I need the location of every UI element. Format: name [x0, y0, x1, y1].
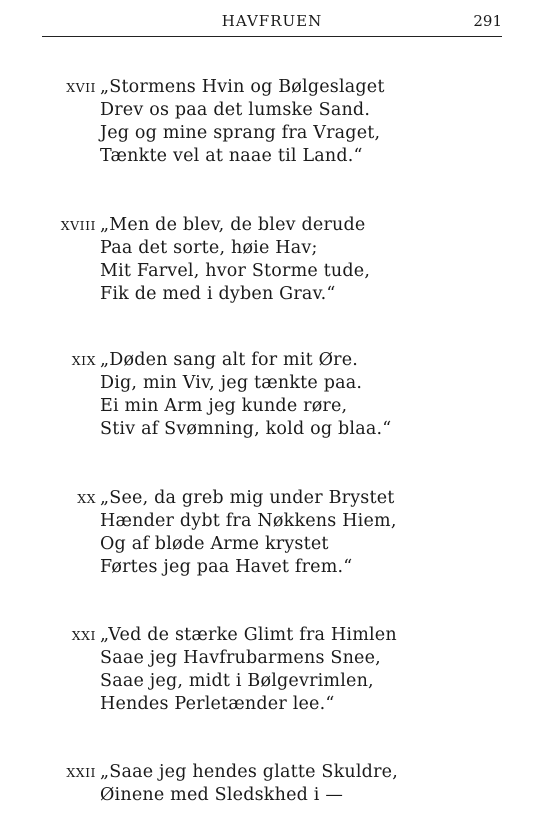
verse-line: Saae jeg, midt i Bølgevrimlen, — [100, 671, 374, 691]
verse-line: „Stormens Hvin og Bølgeslaget — [100, 77, 385, 97]
stanza-numeral: XVIII — [60, 218, 96, 233]
verse-line: Jeg og mine sprang fra Vraget, — [100, 123, 381, 143]
verse-line: Mit Farvel, hvor Storme tude, — [100, 261, 371, 281]
verse-line: Hendes Perletænder lee.“ — [100, 694, 335, 714]
verse-line: „Døden sang alt for mit Øre. — [100, 350, 359, 370]
verse-line: Fik de med i dyben Grav.“ — [100, 284, 336, 304]
stanza-numeral: XXII — [66, 765, 96, 780]
verse-line: Og af bløde Arme krystet — [100, 534, 329, 554]
stanza-numeral: XVII — [66, 80, 96, 95]
verse-line: „See, da greb mig under Brystet — [100, 488, 395, 508]
stanza-numeral: XXI — [71, 628, 96, 643]
running-header — [42, 12, 502, 34]
running-title: HAVFRUEN — [221, 12, 323, 30]
verse-line: Hænder dybt fra Nøkkens Hiem, — [100, 511, 397, 531]
verse-line: Saae jeg Havfrubarmens Snee, — [100, 648, 381, 668]
verse-line: „Ved de stærke Glimt fra Himlen — [100, 625, 397, 645]
verse-line: Dig, min Viv, jeg tænkte paa. — [100, 373, 363, 393]
stanza-numeral: XIX — [71, 353, 96, 368]
verse-line: Ei min Arm jeg kunde røre, — [100, 396, 348, 416]
verse-line: Øinene med Sledskhed i — — [100, 785, 344, 805]
page-number: 291 — [473, 12, 502, 30]
verse-line: „Men de blev, de blev derude — [100, 215, 366, 235]
verse-line: Førtes jeg paa Havet frem.“ — [100, 557, 353, 577]
verse-line: Paa det sorte, høie Hav; — [100, 238, 318, 258]
stanza-numeral: XX — [77, 491, 96, 506]
verse-line: Drev os paa det lumske Sand. — [100, 100, 371, 120]
header-rule — [42, 36, 502, 37]
verse-line: Tænkte vel at naae til Land.“ — [100, 146, 363, 166]
verse-line: „Saae jeg hendes glatte Skuldre, — [100, 762, 398, 782]
verse-line: Stiv af Svømning, kold og blaa.“ — [100, 419, 392, 439]
